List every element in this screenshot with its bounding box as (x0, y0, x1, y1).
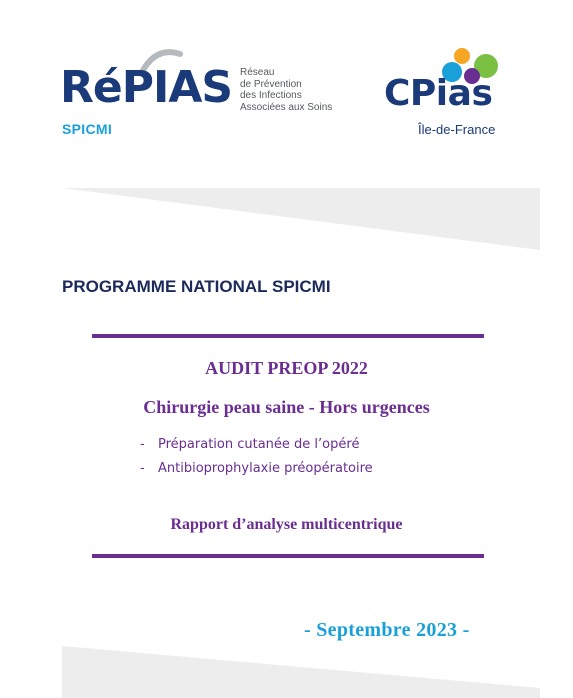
bullet-dash: - (140, 437, 145, 452)
cpias-logo-subtitle: Île-de-France (418, 122, 496, 137)
report-title: Rapport d’analyse multicentrique (170, 516, 403, 533)
repias-tagline-line: des Infections (240, 90, 302, 101)
divider-top (92, 334, 484, 338)
repias-tagline-line: Réseau (240, 67, 275, 78)
repias-tagline-line: Associées aux Soins (240, 101, 333, 113)
audit-title: AUDIT PREOP 2022 (205, 358, 368, 378)
list-item (140, 457, 373, 481)
cpias-logo-wordmark: CPias (384, 73, 493, 114)
repias-logo-wordmark: RéPIAS (60, 62, 233, 113)
decorative-band-bottom (0, 640, 573, 698)
repias-tagline-line: de Prévention (240, 78, 302, 90)
report-date: - Septembre 2023 - (304, 619, 470, 641)
cpias-dot (454, 48, 470, 64)
repias-logo-tagline (240, 67, 332, 113)
scope-title: Chirurgie peau saine - Hors urgences (143, 397, 430, 417)
list-item (140, 433, 373, 457)
repias-logo-subtitle: SPICMI (62, 121, 113, 137)
decorative-band-top (0, 188, 573, 254)
bullet-dash: - (140, 461, 145, 476)
divider-bottom (92, 554, 484, 558)
topic-label: Préparation cutanée de l’opéré (158, 437, 360, 452)
topic-label: Antibioprophylaxie préopératoire (158, 461, 373, 476)
program-title: PROGRAMME NATIONAL SPICMI (62, 277, 331, 296)
topic-list (140, 433, 373, 481)
